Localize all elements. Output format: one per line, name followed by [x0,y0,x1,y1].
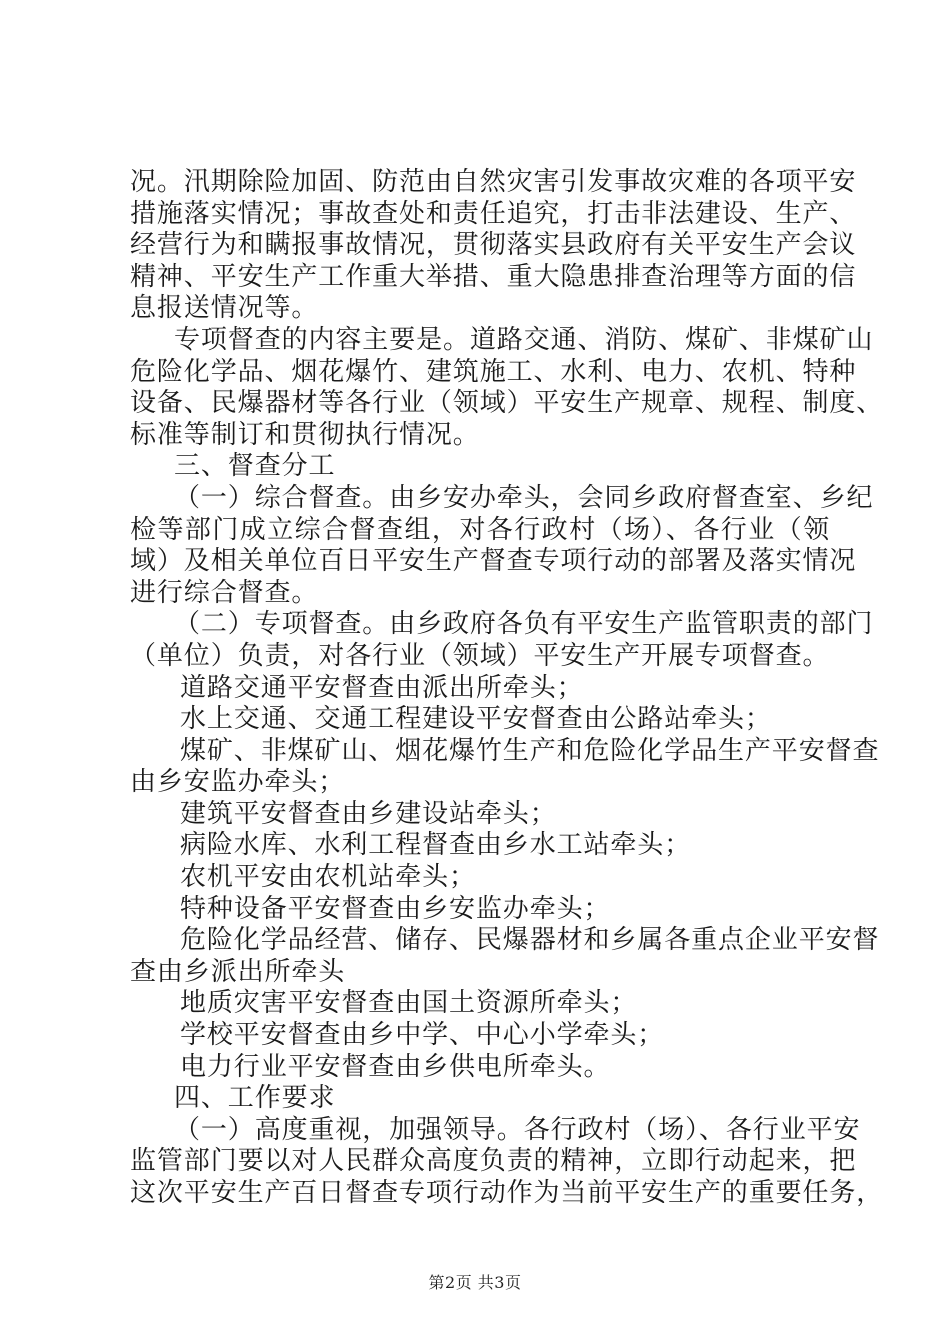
list-item: 电力行业平安督查由乡供电所牵头。 [180,1051,611,1082]
list-item: 特种设备平安督查由乡安监办牵头； [180,893,611,924]
list-item: 水上交通、交通工程建设平安督查由公路站牵头； [180,704,772,735]
list-item: 病险水库、水利工程督查由乡水工站牵头； [180,830,692,861]
text-line: 专项督查的内容主要是。道路交通、消防、煤矿、非煤矿山 [174,324,874,355]
text-line: 这次平安生产百日督查专项行动作为当前平安生产的重要任务， [130,1178,884,1208]
list-item: 危险化学品经营、储存、民爆器材和乡属各重点企业平安督 [180,925,880,956]
document-body [130,167,884,1210]
text-line: 进行综合督查。 [130,577,319,608]
text-line: 经营行为和瞒报事故情况，贯彻落实县政府有关平安生产会议 [130,230,857,261]
text-line: 息报送情况等。 [130,293,319,324]
section-heading: 四、工作要求 [174,1083,336,1114]
text-line: 设备、民爆器材等各行业（领域）平安生产规章、规程、制度、 [130,388,884,419]
text-line: （一）综合督查。由乡安办牵头，会同乡政府督查室、乡纪 [174,482,874,513]
list-item: 学校平安督查由乡中学、中心小学牵头； [180,1020,665,1051]
text-line: 监管部门要以对人民群众高度负责的精神，立即行动起来，把 [130,1146,857,1177]
text-line: 查由乡派出所牵头 [130,956,346,987]
text-line: 域）及相关单位百日平安生产督查专项行动的部署及落实情况 [130,546,857,577]
page-number-footer: 第2页 共3页 [428,1273,522,1292]
list-item: 建筑平安督查由乡建设站牵头； [180,798,557,829]
text-line: 况。汛期除险加固、防范由自然灾害引发事故灾难的各项平安 [130,167,857,197]
text-line: 危险化学品、烟花爆竹、建筑施工、水利、电力、农机、特种 [130,356,857,387]
section-heading: 三、督查分工 [174,451,336,482]
text-line: 检等部门成立综合督查组，对各行政村（场）、各行业（领 [130,514,830,545]
text-line: 标准等制订和贯彻执行情况。 [130,419,480,450]
text-line: 精神、平安生产工作重大举措、重大隐患排查治理等方面的信 [130,261,857,292]
text-line: （二）专项督查。由乡政府各负有平安生产监管职责的部门 [174,609,874,640]
text-line: 措施落实情况；事故查处和责任追究，打击非法建设、生产、 [130,198,857,229]
list-item: 地质灾害平安督查由国土资源所牵头； [180,988,638,1019]
text-line: 由乡安监办牵头； [130,767,346,798]
list-item: 道路交通平安督查由派出所牵头； [180,672,584,703]
list-item: 农机平安由农机站牵头； [180,862,476,893]
text-line: （一）高度重视，加强领导。各行政村（场）、各行业平安 [174,1114,861,1145]
list-item: 煤矿、非煤矿山、烟花爆竹生产和危险化学品生产平安督查 [180,735,880,766]
text-line: （单位）负责，对各行业（领域）平安生产开展专项督查。 [130,640,830,671]
